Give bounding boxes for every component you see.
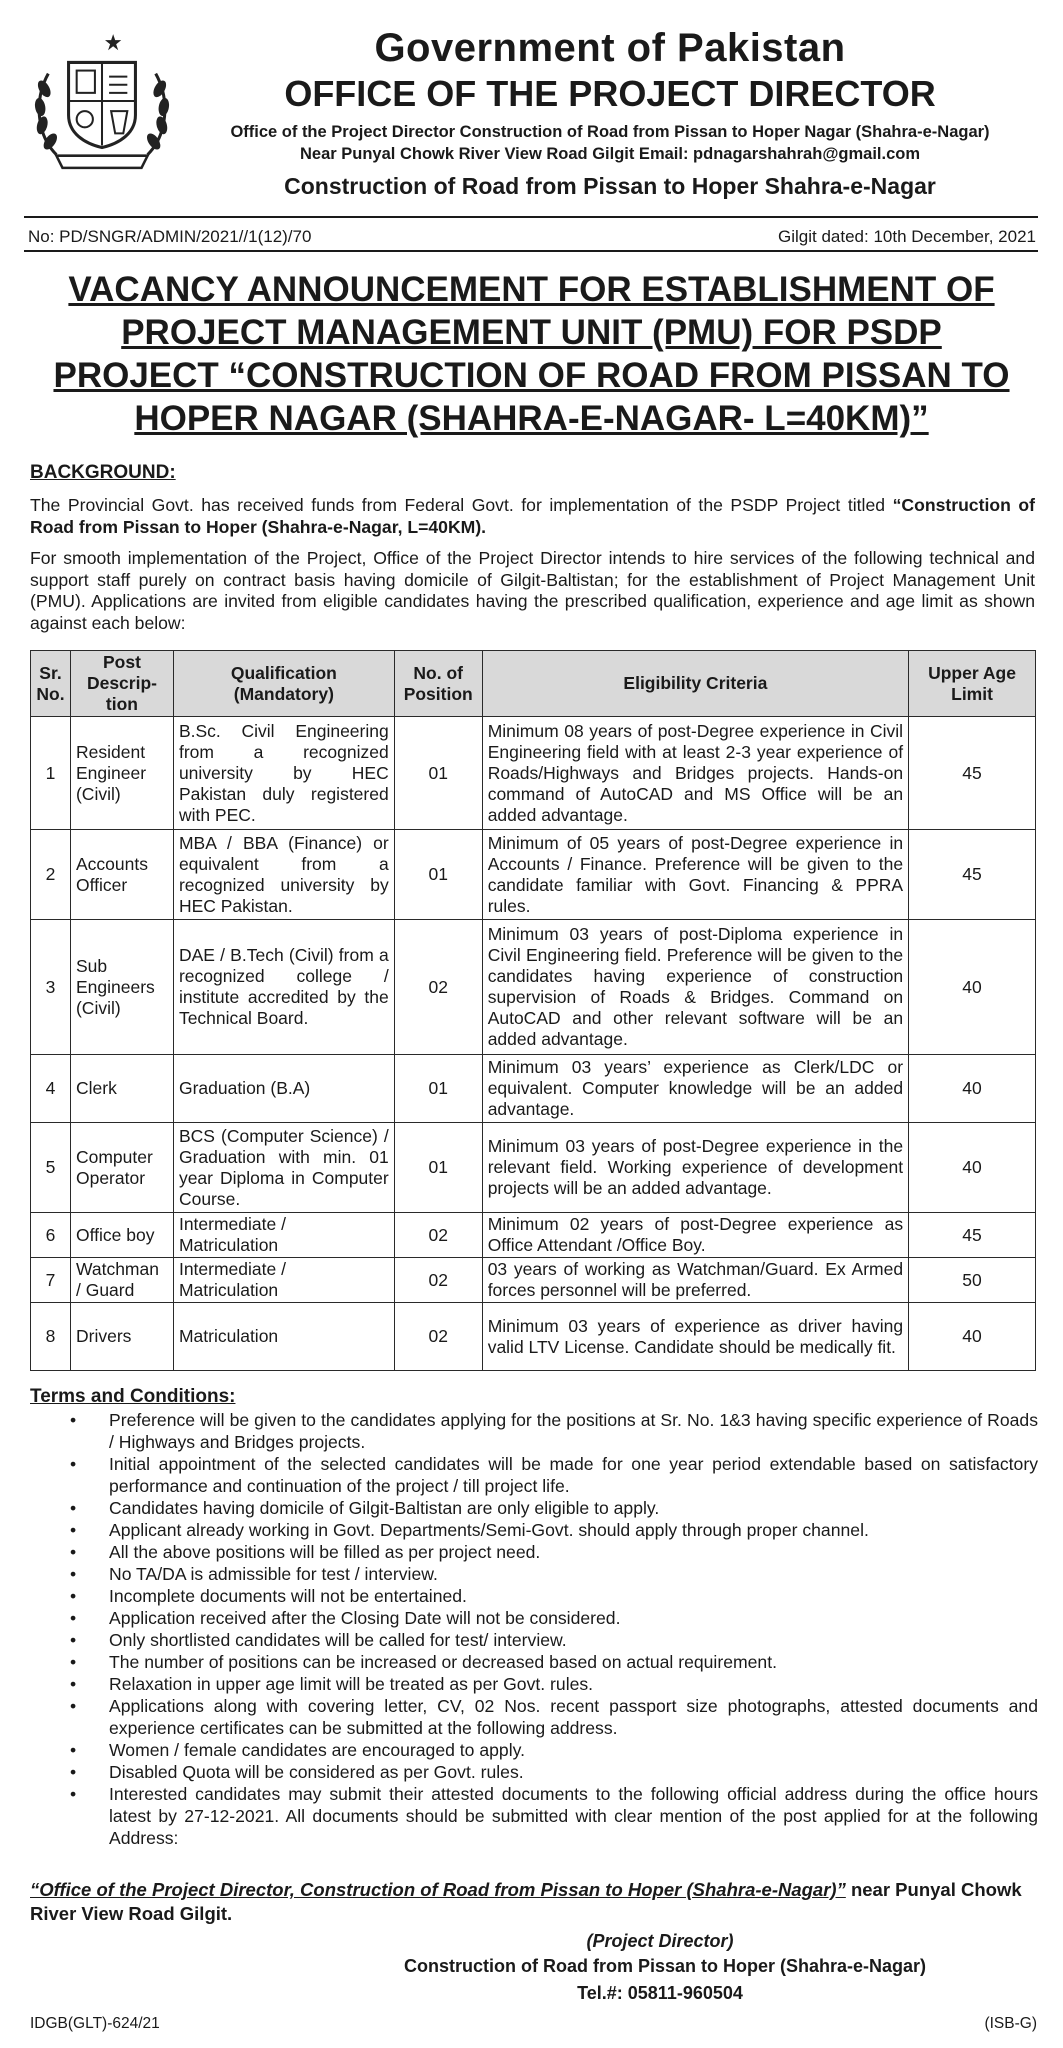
term-text: Only shortlisted candidates will be called for test/ interview. [109, 1630, 567, 1650]
term-text: Application received after the Closing Date will not be considered. [109, 1608, 621, 1628]
reference-line [28, 226, 1036, 248]
cell-age-limit: 40 [909, 1123, 1036, 1213]
background-paragraph-2: For smooth implementation of the Project, Office of the Project Director intends to hire services of the following technical and support staff purely on contract basis having domicile of Gilgit-Baltistan; for the establishment of Project Management Unit (PMU). Applications are invited from eligible candidates having the prescribed qualification, experience and age limit as shown against each below: [30, 548, 1035, 633]
term-text: Preference will be given to the candidates applying for the positions at Sr. No. 1&3 having specific experience of Roads / Highways and Bridges projects. [109, 1410, 1038, 1452]
table-header-row [31, 651, 1036, 717]
list-item [30, 1651, 1038, 1673]
cell-sr: 7 [31, 1258, 71, 1303]
cell-age-limit: 50 [909, 1258, 1036, 1303]
table-row [31, 1258, 1036, 1303]
header-address-email: Near Punyal Chowk River View Road Gilgit Email: pdnagarshahrah@gmail.com [299, 145, 921, 163]
cell-qualification: DAE / B.Tech (Civil) from a recognized college / institute accredited by the Technical Board. [173, 920, 394, 1055]
cell-eligibility: Minimum 03 years’ experience as Clerk/LDC or equivalent. Computer knowledge will be an added advantage. [482, 1055, 908, 1123]
background-p1-text: The Provincial Govt. has received funds from Federal Govt. for implementation of the PSDP Project titled [30, 495, 893, 515]
bullet-icon: • [70, 1784, 77, 1804]
header-office-full: Office of the Project Director Construction of Road from Pissan to Hoper Nagar (Shahra-e-Nagar) [230, 123, 990, 141]
term-text: Applicant already working in Govt. Departments/Semi-Govt. should apply through proper channel. [109, 1520, 869, 1540]
cell-age-limit: 45 [909, 1213, 1036, 1258]
cell-age-limit: 40 [909, 920, 1036, 1055]
cell-sr: 1 [31, 717, 71, 830]
bullet-icon: • [70, 1630, 77, 1650]
cell-age-limit: 45 [909, 830, 1036, 920]
cell-post: Watchman / Guard [70, 1258, 173, 1303]
cell-eligibility: Minimum 03 years of post-Diploma experience in Civil Engineering field. Preference will be given to the candidates having experience of construction supervision of Roads & Bridges. Command on AutoCAD and other relevant software will be an added advantage. [482, 920, 908, 1055]
cell-age-limit: 40 [909, 1303, 1036, 1371]
bullet-icon: • [70, 1652, 77, 1672]
bullet-icon: • [70, 1410, 77, 1430]
vacancy-table [30, 650, 1036, 1371]
signature-role: (Project Director) [586, 1931, 734, 1951]
government-of-pakistan-emblem-icon [26, 28, 178, 180]
cell-sr: 6 [31, 1213, 71, 1258]
cell-post: Sub Engineers (Civil) [70, 920, 173, 1055]
background-paragraph-1 [30, 495, 1035, 538]
term-text: Women / female candidates are encouraged to apply. [109, 1740, 525, 1760]
cell-post: Clerk [70, 1055, 173, 1123]
cell-post: Computer Operator [70, 1123, 173, 1213]
table-row [31, 830, 1036, 920]
cell-post: Accounts Officer [70, 830, 173, 920]
table-row [31, 1213, 1036, 1258]
table-row [31, 1123, 1036, 1213]
cell-eligibility: Minimum 03 years of post-Degree experience in the relevant field. Working experience of development projects will be an added advantage. [482, 1123, 908, 1213]
signature-telephone: Tel.#: 05811-960504 [577, 1983, 743, 2003]
col-header-qualification: Qualification (Mandatory) [173, 651, 394, 717]
cell-age-limit: 45 [909, 717, 1036, 830]
list-item [30, 1453, 1038, 1497]
cell-age-limit: 40 [909, 1055, 1036, 1123]
term-text: The number of positions can be increased or decreased based on actual requirement. [109, 1652, 777, 1672]
col-header-post: Post Descrip-tion [70, 651, 173, 717]
reference-number: No: PD/SNGR/ADMIN/2021//1(12)/70 [28, 227, 312, 246]
header-project-name: Construction of Road from Pissan to Hoper Shahra-e-Nagar [284, 173, 936, 199]
term-text: All the above positions will be filled as per project need. [109, 1542, 541, 1562]
cell-sr: 3 [31, 920, 71, 1055]
col-header-eligibility: Eligibility Criteria [482, 651, 908, 717]
list-item [30, 1497, 1038, 1519]
col-header-sr: Sr. No. [31, 651, 71, 717]
cell-eligibility: 03 years of working as Watchman/Guard. Ex Armed forces personnel will be preferred. [482, 1258, 908, 1303]
cell-qualification: MBA / BBA (Finance) or equivalent from a recognized university by HEC Pakistan. [173, 830, 394, 920]
bullet-icon: • [70, 1454, 77, 1474]
bullet-icon: • [70, 1586, 77, 1606]
announcement-title: VACANCY ANNOUNCEMENT FOR ESTABLISHMENT OF PROJECT MANAGEMENT UNIT (PMU) FOR PSDP PROJECT “CONSTRUCTION OF ROAD FROM PISSAN TO HOPER NAGAR (SHAHRA-E-NAGAR- L=40KM)” [53, 270, 1010, 438]
list-item [30, 1673, 1038, 1695]
list-item [30, 1629, 1038, 1651]
list-item [30, 1409, 1038, 1453]
submission-address-location: near Punyal Chowk River View Road Gilgit. [30, 1879, 1022, 1924]
terms-heading: Terms and Conditions: [30, 1386, 236, 1407]
cell-sr: 4 [31, 1055, 71, 1123]
list-item [30, 1783, 1038, 1849]
bullet-icon: • [70, 1564, 77, 1584]
list-item [30, 1761, 1038, 1783]
term-text: Relaxation in upper age limit will be treated as per Govt. rules. [109, 1674, 594, 1694]
background-heading: BACKGROUND: [30, 462, 176, 483]
term-text: Initial appointment of the selected candidates will be made for one year period extendable based on satisfactory performance and continuation of the project / till project life. [109, 1454, 1038, 1496]
table-row [31, 920, 1036, 1055]
cell-positions: 01 [394, 1123, 482, 1213]
bullet-icon: • [70, 1608, 77, 1628]
terms-list [30, 1409, 1038, 1849]
term-text: Applications along with covering letter, CV, 02 Nos. recent passport size photographs, attested documents and experience certificates can be submitted at the following address. [109, 1696, 1038, 1738]
col-header-age-limit: Upper Age Limit [909, 651, 1036, 717]
header-divider-top [24, 216, 1038, 218]
cell-eligibility: Minimum 03 years of experience as driver having valid LTV License. Candidate should be medically fit. [482, 1303, 908, 1371]
cell-post: Drivers [70, 1303, 173, 1371]
bullet-icon: • [70, 1696, 77, 1716]
header-government: Government of Pakistan [374, 26, 846, 70]
cell-positions: 02 [394, 1213, 482, 1258]
term-text: Candidates having domicile of Gilgit-Baltistan are only eligible to apply. [109, 1498, 660, 1518]
cell-qualification: Intermediate / Matriculation [173, 1258, 394, 1303]
list-item [30, 1519, 1038, 1541]
table-row [31, 1055, 1036, 1123]
term-text: Incomplete documents will not be entertained. [109, 1586, 467, 1606]
list-item [30, 1607, 1038, 1629]
term-text: Interested candidates may submit their attested documents to the following official address during the office hours latest by 27-12-2021. All documents should be submitted with clear mention of the post applied for at the following Address: [109, 1784, 1038, 1848]
cell-sr: 8 [31, 1303, 71, 1371]
cell-qualification: Intermediate / Matriculation [173, 1213, 394, 1258]
bullet-icon: • [70, 1762, 77, 1782]
cell-qualification: BCS (Computer Science) / Graduation with min. 01 year Diploma in Computer Course. [173, 1123, 394, 1213]
term-text: Disabled Quota will be considered as per Govt. rules. [109, 1762, 524, 1782]
col-header-positions: No. of Position [394, 651, 482, 717]
reference-date: Gilgit dated: 10th December, 2021 [778, 227, 1036, 246]
bullet-icon: • [70, 1674, 77, 1694]
cell-qualification: Graduation (B.A) [173, 1055, 394, 1123]
cell-post: Resident Engineer (Civil) [70, 717, 173, 830]
bullet-icon: • [70, 1520, 77, 1540]
cell-positions: 01 [394, 1055, 482, 1123]
footer-region-code: (ISB-G) [984, 2015, 1037, 2032]
cell-post: Office boy [70, 1213, 173, 1258]
table-row [31, 717, 1036, 830]
cell-positions: 01 [394, 717, 482, 830]
cell-eligibility: Minimum 02 years of post-Degree experience as Office Attendant /Office Boy. [482, 1213, 908, 1258]
cell-eligibility: Minimum of 05 years of post-Degree experience in Accounts / Finance. Preference will be given to the candidate familiar with Govt. Financing & PPRA rules. [482, 830, 908, 920]
cell-sr: 5 [31, 1123, 71, 1213]
list-item [30, 1563, 1038, 1585]
term-text: No TA/DA is admissible for test / interview. [109, 1564, 438, 1584]
cell-qualification: B.Sc. Civil Engineering from a recognized university by HEC Pakistan duly registered with PEC. [173, 717, 394, 830]
submission-address-office: “Office of the Project Director, Construction of Road from Pissan to Hoper (Shahra-e-Nagar)” [30, 1879, 846, 1900]
submission-address [30, 1878, 1038, 1926]
header-office: OFFICE OF THE PROJECT DIRECTOR [284, 73, 936, 114]
cell-eligibility: Minimum 08 years of post-Degree experience in Civil Engineering field with at least 2-3 year experience of Roads/Highways and Bridges projects. Hands-on command of AutoCAD and MS Office will be an added advantage. [482, 717, 908, 830]
list-item [30, 1739, 1038, 1761]
cell-qualification: Matriculation [173, 1303, 394, 1371]
bullet-icon: • [70, 1498, 77, 1518]
list-item [30, 1695, 1038, 1739]
cell-positions: 02 [394, 920, 482, 1055]
list-item [30, 1585, 1038, 1607]
bullet-icon: • [70, 1740, 77, 1760]
header-divider-bottom [24, 250, 1038, 252]
footer-ad-code: IDGB(GLT)-624/21 [30, 2015, 160, 2032]
table-row [31, 1303, 1036, 1371]
cell-positions: 02 [394, 1258, 482, 1303]
cell-sr: 2 [31, 830, 71, 920]
cell-positions: 02 [394, 1303, 482, 1371]
background-p1-project-title: “Construction of Road from Pissan to Hoper (Shahra-e-Nagar, L=40KM). [30, 495, 1035, 537]
list-item [30, 1541, 1038, 1563]
signature-office: Construction of Road from Pissan to Hoper (Shahra-e-Nagar) [403, 1956, 927, 1976]
cell-positions: 01 [394, 830, 482, 920]
bullet-icon: • [70, 1542, 77, 1562]
